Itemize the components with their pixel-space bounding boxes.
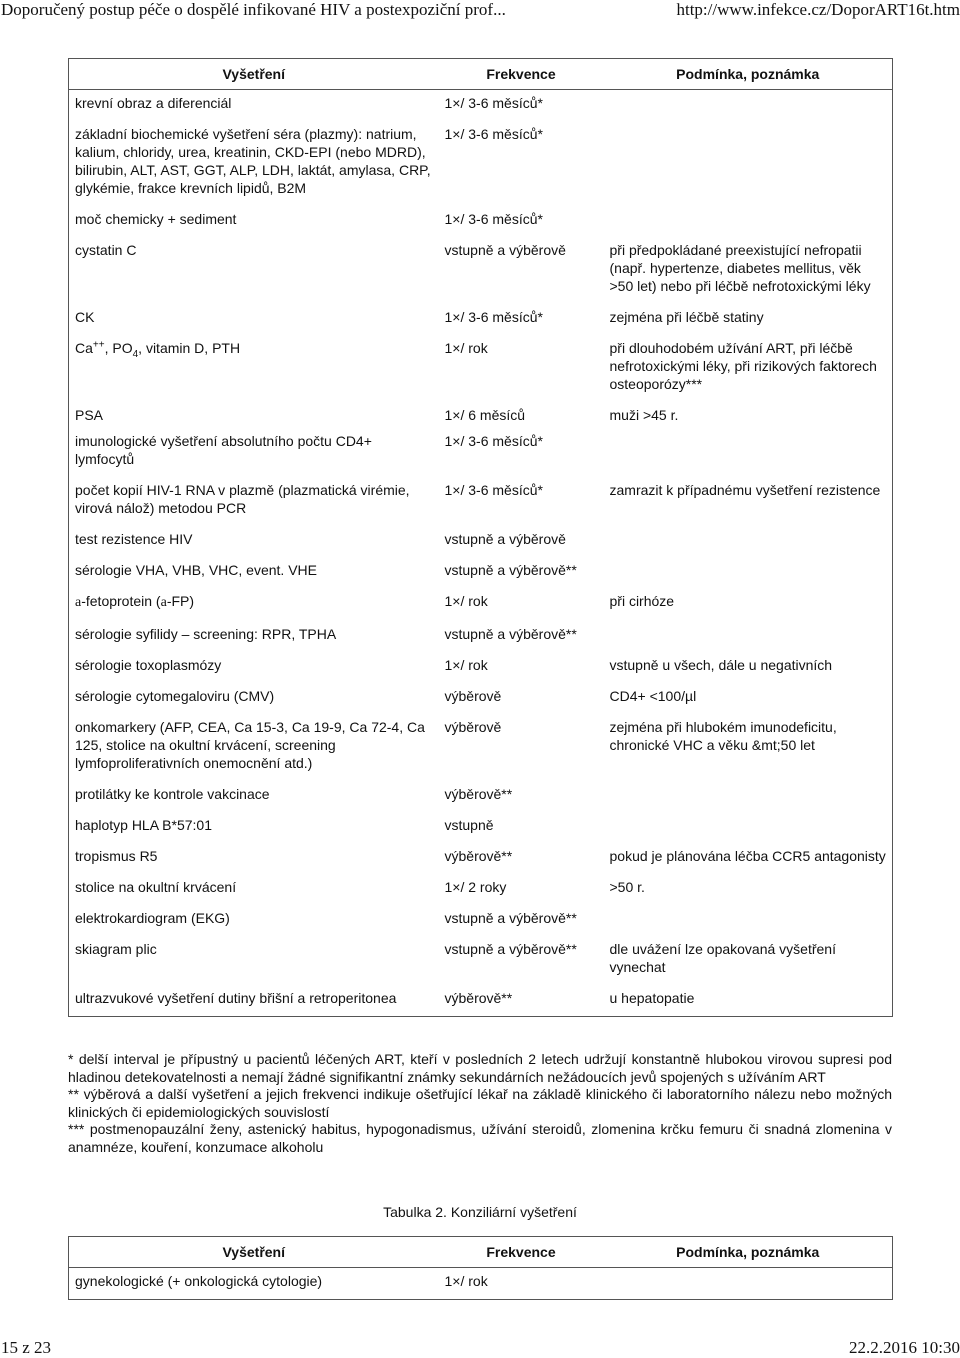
- note-cell: u hepatopatie: [609, 990, 695, 1006]
- exam-cell: cystatin C: [75, 242, 137, 258]
- table-row: [69, 985, 893, 1017]
- note-cell: zejména při léčbě statiny: [609, 309, 764, 325]
- exam-cell: krevní obraz a diferenciál: [75, 95, 232, 111]
- exam-superscript: ++: [92, 339, 105, 351]
- note-cell: CD4+ <100/µl: [609, 688, 697, 704]
- exam-subscript: 4: [132, 348, 139, 360]
- note-cell: [604, 621, 893, 652]
- note-cell: [604, 812, 893, 843]
- footnote-2: ** výběrová a další vyšetření a jejich frekvenci indikuje ošetřující lékař na základě klinického či laboratorního nálezu nebo možných klinických či epidemiologických souvislostí: [68, 1086, 892, 1120]
- table-row: [69, 335, 893, 402]
- frequency-cell: výběrově**: [444, 848, 513, 864]
- alpha-symbol: a: [160, 595, 167, 610]
- exam-cell: CK: [75, 309, 95, 325]
- table-row: [69, 402, 893, 428]
- browser-page-url: http://www.infekce.cz/DoporART16t.htm: [676, 0, 960, 19]
- note-cell: při dlouhodobém užívání ART, při léčbě nefrotoxickými léky, při rizikových faktorech osteoporózy***: [609, 340, 877, 392]
- exam-text: -fetoprotein (: [81, 593, 161, 609]
- frequency-cell: 1×/ 3-6 měsíců*: [444, 95, 543, 111]
- table-row: [69, 526, 893, 557]
- table-row: [69, 557, 893, 588]
- frequency-cell: vstupně: [444, 817, 494, 833]
- table-row: [69, 121, 893, 206]
- frequency-cell: 1×/ rok: [444, 1273, 488, 1289]
- note-cell: vstupně u všech, dále u negativních: [609, 657, 833, 673]
- exam-cell: protilátky ke kontrole vakcinace: [75, 786, 270, 802]
- note-cell: [604, 781, 893, 812]
- consultation-table: [68, 1236, 893, 1300]
- frequency-cell: 1×/ 2 roky: [444, 879, 507, 895]
- header-frequency: Frekvence: [439, 59, 604, 90]
- table-row: [69, 428, 893, 477]
- note-cell: dle uvážení lze opakovaná vyšetření vynechat: [609, 941, 836, 975]
- table-row: [69, 621, 893, 652]
- exam-cell: stolice na okultní krvácení: [75, 879, 237, 895]
- table-row: [69, 936, 893, 985]
- exam-cell: základní biochemické vyšetření séra (plazmy): natrium, kalium, chloridy, urea, kreatinin, CKD-EPI (nebo MDRD), bilirubin, ALT, AST, GGT, ALP, LDH, laktát, amylasa, CRP, glykémie, frakce krevních lipidů, B2M: [75, 126, 431, 196]
- exam-cell: test rezistence HIV: [75, 531, 193, 547]
- header-frequency: Frekvence: [439, 1237, 604, 1268]
- exam-cell: elektrokardiogram (EKG): [75, 910, 230, 926]
- frequency-cell: 1×/ 3-6 měsíců*: [444, 482, 543, 498]
- page-number: 15 z 23: [1, 1338, 52, 1357]
- exam-cell: sérologie cytomegaloviru (CMV): [75, 688, 275, 704]
- footnote-3: *** postmenopauzální ženy, astenický habitus, hypogonadismus, užívání steroidů, zlomenina krčku femuru či snadná zlomenina v anamnéze, kouření, konzumace alkoholu: [68, 1121, 892, 1155]
- table-row: [69, 843, 893, 874]
- table-row: [69, 588, 893, 621]
- frequency-cell: vstupně a výběrově: [444, 531, 566, 547]
- frequency-cell: 1×/ 6 měsíců: [444, 407, 526, 423]
- table-row: [69, 781, 893, 812]
- exam-text: , vitamin D, PTH: [138, 340, 241, 356]
- exam-cell: počet kopií HIV-1 RNA v plazmě (plazmatická virémie, virová nálož) metodou PCR: [75, 482, 410, 516]
- exam-cell: [69, 588, 439, 621]
- frequency-cell: 1×/ 3-6 měsíců*: [444, 211, 543, 227]
- note-cell: [604, 526, 893, 557]
- note-cell: muži >45 r.: [609, 407, 679, 423]
- frequency-cell: výběrově**: [444, 990, 513, 1006]
- frequency-cell: 1×/ 3-6 měsíců*: [444, 309, 543, 325]
- note-cell: [604, 428, 893, 477]
- note-cell: [604, 90, 893, 122]
- exam-cell: skiagram plic: [75, 941, 157, 957]
- note-cell: pokud je plánována léčba CCR5 antagonisty: [609, 848, 886, 864]
- exam-cell: sérologie toxoplasmózy: [75, 657, 222, 673]
- exam-cell: gynekologické (+ onkologická cytologie): [75, 1273, 323, 1289]
- header-exam: Vyšetření: [69, 59, 439, 90]
- exam-cell: tropismus R5: [75, 848, 158, 864]
- exam-cell: sérologie VHA, VHB, VHC, event. VHE: [75, 562, 317, 578]
- frequency-cell: vstupně a výběrově**: [444, 941, 577, 957]
- frequency-cell: vstupně a výběrově**: [444, 626, 577, 642]
- note-cell: [604, 121, 893, 206]
- table-row: [69, 812, 893, 843]
- table-row: [69, 905, 893, 936]
- table-row: [69, 714, 893, 781]
- note-cell: zamrazit k případnému vyšetření rezistence: [609, 482, 881, 498]
- table-row: [69, 652, 893, 683]
- exam-text: Ca: [75, 340, 93, 356]
- table-row: [69, 206, 893, 237]
- exam-cell: [69, 335, 439, 402]
- table-row: [69, 874, 893, 905]
- exam-cell: ultrazvukové vyšetření dutiny břišní a retroperitonea: [75, 990, 397, 1006]
- print-datetime: 22.2.2016 10:30: [849, 1338, 960, 1357]
- note-cell: při cirhóze: [609, 593, 675, 609]
- frequency-cell: 1×/ 3-6 měsíců*: [444, 433, 543, 449]
- frequency-cell: 1×/ 3-6 měsíců*: [444, 126, 543, 142]
- exam-cell: haplotyp HLA B*57:01: [75, 817, 212, 833]
- header-note: Podmínka, poznámka: [604, 1237, 893, 1268]
- table-row: [69, 237, 893, 304]
- frequency-cell: 1×/ rok: [444, 657, 488, 673]
- table-header-row: [69, 59, 893, 90]
- frequency-cell: vstupně a výběrově: [444, 242, 566, 258]
- examination-table: [68, 58, 893, 1017]
- frequency-cell: vstupně a výběrově**: [444, 562, 577, 578]
- table-row: [69, 304, 893, 335]
- frequency-cell: vstupně a výběrově**: [444, 910, 577, 926]
- table-header-row: [69, 1237, 893, 1268]
- exam-cell: moč chemicky + sediment: [75, 211, 237, 227]
- note-cell: zejména při hlubokém imunodeficitu, chronické VHC a věku &mt;50 let: [609, 719, 837, 753]
- exam-cell: PSA: [75, 407, 104, 423]
- frequency-cell: 1×/ rok: [444, 593, 488, 609]
- note-cell: >50 r.: [609, 879, 645, 895]
- table-row: [69, 683, 893, 714]
- note-cell: [604, 1268, 893, 1300]
- note-cell: při předpokládané preexistující nefropatii (např. hypertenze, diabetes mellitus, věk >50 let) nebo při léčbě nefrotoxickými léky: [609, 242, 871, 294]
- frequency-cell: výběrově: [444, 688, 502, 704]
- frequency-cell: 1×/ rok: [444, 340, 488, 356]
- alpha-symbol: a: [75, 595, 82, 610]
- frequency-cell: výběrově: [444, 719, 502, 735]
- note-cell: [604, 206, 893, 237]
- note-cell: [604, 905, 893, 936]
- table-caption: Tabulka 2. Konziliární vyšetření: [383, 1204, 577, 1220]
- browser-page-title: Doporučený postup péče o dospělé infikované HIV a postexpoziční prof...: [1, 0, 506, 19]
- note-cell: [604, 557, 893, 588]
- exam-text: , PO: [104, 340, 133, 356]
- footnotes: [68, 1051, 892, 1156]
- exam-text: -FP): [166, 593, 195, 609]
- header-exam: Vyšetření: [69, 1237, 439, 1268]
- header-note: Podmínka, poznámka: [604, 59, 893, 90]
- exam-cell: sérologie syfilidy – screening: RPR, TPHA: [75, 626, 337, 642]
- table-row: [69, 90, 893, 122]
- table-row: [69, 1268, 893, 1300]
- exam-cell: imunologické vyšetření absolutního počtu CD4+ lymfocytů: [75, 433, 372, 467]
- frequency-cell: výběrově**: [444, 786, 513, 802]
- exam-cell: onkomarkery (AFP, CEA, Ca 15-3, Ca 19-9, Ca 72-4, Ca 125, stolice na okultní krvácení, screening lymfoproliferativních onemocnění atd.): [75, 719, 425, 771]
- table-row: [69, 477, 893, 526]
- footnote-1: * delší interval je přípustný u pacientů léčených ART, kteří v posledních 2 letech udržují konstantně hlubokou virovou supresi pod hladinou detekovatelnosti a nemají žádné signifikantní známky sekundárních nežádoucích jevů spojených s užíváním ART: [68, 1051, 892, 1085]
